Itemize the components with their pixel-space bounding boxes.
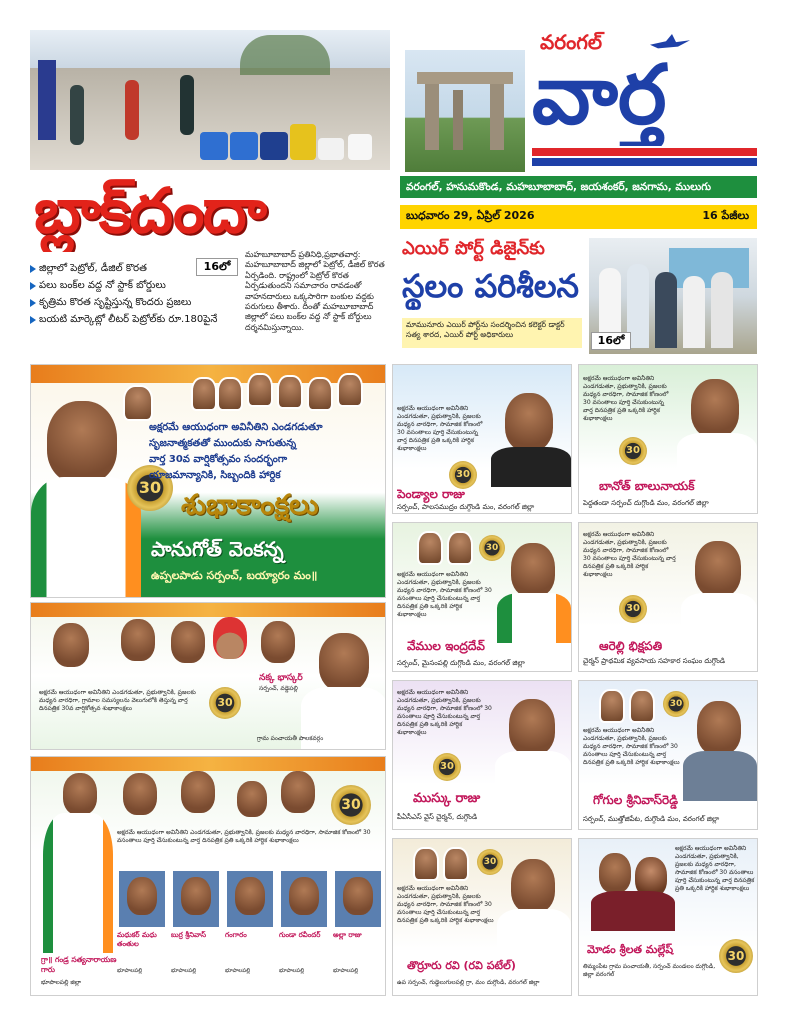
ad-small-text: అక్షరమే ఆయుధంగా అవినీతిని ఎండగడుతూ, ప్రభుత్వానికి, ప్రజలకు మధ్యన వారధిగా, సామాజిక కోణంలో 30 వసంతాలు పూర్తి చేసుకుంటున్న వార్త దినపత్రిక ప్రతి ఒక్కరికి హార్దిక శుభాకాంక్షలు: [397, 885, 494, 924]
ad-main-greeting-4: యాజమాన్యానికి, సిబ్బందికి హార్దిక: [149, 470, 281, 481]
member-name: మధుకర్ మధు తంతుల: [117, 931, 157, 948]
ad-nakka-footer: గ్రామ పంచాయతీ పాలకవర్గం: [257, 735, 324, 742]
ad-small-text: అక్షరమే ఆయుధంగా అవినీతిని ఎండగడుతూ, ప్రభుత్వానికి, ప్రజలకు మధ్యన వారధిగా, సామాజిక కోణంలో 30 వసంతాలు పూర్తి చేసుకుంటున్న వార్త దినపత్రిక ప్రతి ఒక్కరికి హార్దిక శుభాకాంక్షలు: [583, 531, 676, 578]
anniversary-medal-icon: 30: [433, 753, 461, 781]
ad-small-place: ఉప సర్పంచ్, గుడ్డెలుగులపల్లి గ్రా, మం దుగ్గొండి, వరంగల్ జిల్లా: [397, 979, 540, 986]
ad-small-name: గోగుల శ్రీనివాస్‌రెడ్డి: [593, 793, 679, 807]
member-card: [333, 871, 383, 995]
member-place: భూపాలపల్లి: [225, 968, 251, 974]
ad-small-place: సర్పంచ్, పాలసముద్రం దుగ్గొండి మం, వరంగల్ జిల్లా: [397, 503, 535, 511]
small-ads-grid: [392, 364, 758, 996]
ad-small-name: వేముల ఇంద్రదేవ్: [407, 639, 485, 653]
airport-headline-2: స్థలం పరిశీలన: [402, 267, 579, 305]
ad-small-name: మోడం శ్రీలత మల్లేష్: [587, 943, 674, 956]
ad-nakka-name: నక్క భాస్కర్: [259, 673, 303, 683]
ad-nakka-text: అక్షరమే ఆయుధంగా అవినీతిని ఎండగడుతూ, ప్రభుత్వానికి, ప్రజలకు మధ్యన వారధిగా, గ్రామాల సమస్యలను వెలుగులోకి తెస్తున్న వార్త దినపత్రిక 30వ వార్షికోత్సవ శుభాకాంక్షలు: [39, 689, 196, 712]
masthead-title: వార్త: [532, 48, 667, 143]
ad-small-place: చైర్మన్ ప్రాథమిక వ్యవసాయ సహకార సంఘం దుగ్గొండి: [583, 657, 726, 665]
member-name: గుండా రవీందర్: [279, 931, 321, 939]
kakatiya-arch-photo: [405, 50, 525, 172]
lead-bullet: పలు బంక్‌ల వద్ద నో స్టాక్ బోర్డులు: [30, 279, 240, 292]
anniversary-medal-icon: 30: [619, 437, 647, 465]
ad-main-greeting-2: సృజనాత్మకతతో ముందుకు సాగుతున్న: [149, 438, 297, 449]
ad-main-panugoth: [30, 364, 386, 598]
anniversary-medal-icon: 30: [619, 595, 647, 623]
ad-nakka-designation: సర్పంచ్, వడ్డెపల్లి: [259, 685, 298, 692]
ad-small-text: అక్షరమే ఆయుధంగా అవినీతిని ఎండగడుతూ, ప్రభుత్వానికి, ప్రజలకు మధ్యన వారధిగా, సామాజిక కోణంలో 30 వసంతాలు పూర్తి చేసుకుంటున్న వార్త దినపత్రిక ప్రతి ఒక్కరికి హార్దిక శుభాకాంక్షలు: [397, 571, 492, 618]
ad-small: [578, 364, 758, 514]
anniversary-medal-icon: 30: [449, 461, 477, 489]
ad-gandra-lead-name: గ్రా॥ గండ్ర సత్యనారాయణ గారు: [41, 955, 117, 974]
ad-gandra-lead-place: భూపాలపల్లి జిల్లా: [41, 979, 82, 986]
masthead: [400, 30, 757, 190]
ad-gandra-text: అక్షరమే ఆయుధంగా అవినీతిని ఎండగడుతూ, ప్రభుత్వానికి, ప్రజలకు మధ్యన వారధిగా, సామాజిక కోణంలో 30 వసంతాలు పూర్తి చేసుకుంటున్న వార్త దినపత్రిక ప్రతి ఒక్కరికి హార్దిక శుభాకాంక్షలు: [117, 829, 371, 844]
anniversary-medal-icon: 30: [331, 785, 371, 825]
ad-small-name: పెండ్యాల రాజు: [397, 487, 465, 501]
lead-headline: బ్లాక్‌దందా: [34, 174, 265, 247]
ad-small-text: అక్షరమే ఆయుధంగా అవినీతిని ఎండగడుతూ, ప్రభుత్వానికి, ప్రజలకు మధ్యన వారధిగా, సామాజిక కోణంలో 30 వసంతాలు పూర్తి చేసుకుంటున్న వార్త దినపత్రిక ప్రతి ఒక్కరికి హార్దిక శుభాకాంక్షలు: [675, 845, 755, 892]
ad-main-greeting-1: అక్షరమే ఆయుధంగా అవినీతిని ఎండగడుతూ: [149, 422, 323, 433]
ad-small-text: అక్షరమే ఆయుధంగా అవినీతిని ఎండగడుతూ, ప్రభుత్వానికి, ప్రజలకు మధ్యన వారధిగా, సామాజిక కోణంలో 30 వసంతాలు పూర్తి చేసుకుంటున్న వార్త దినపత్రిక ప్రతి ఒక్కరికి హార్దిక శుభాకాంక్షలు: [583, 727, 680, 766]
anniversary-medal-icon: 30: [479, 535, 505, 561]
member-name: బుర్ర శ్రీనివాస్: [171, 931, 207, 939]
lead-bullet: జిల్లాలో పెట్రోల్, డీజిల్ కొరత: [30, 262, 240, 275]
page-count: 16 పేజీలు: [702, 209, 749, 222]
ad-small-name: బానోత్ బాలునాయక్: [599, 479, 695, 493]
masthead-city: వరంగల్: [540, 30, 603, 54]
member-place: భూపాలపల్లి: [171, 968, 197, 974]
member-place: భూపాలపల్లి: [279, 968, 305, 974]
ad-small: [392, 364, 572, 514]
member-card: [279, 871, 329, 995]
ad-gandra-group: [30, 756, 386, 996]
anniversary-medal-icon: 30: [209, 687, 241, 719]
anniversary-medal-icon: 30: [663, 691, 689, 717]
anniversary-medal-icon: 30: [719, 939, 753, 973]
member-card: [117, 871, 167, 995]
date-strip: [400, 205, 757, 229]
ad-main-greeting-3: వార్త 30వ వార్షికోత్సవం సందర్భంగా: [149, 454, 288, 465]
ad-small-place: సర్పంచ్, మైసంపల్లి దుగ్గొండి మం, వరంగల్ జిల్లా: [397, 659, 525, 667]
ad-small: [578, 838, 758, 996]
ad-main-wish: శుభాకాంక్షలు: [181, 488, 319, 521]
ad-small-name: ముస్కు రాజు: [413, 791, 481, 806]
member-place: భూపాలపల్లి: [117, 968, 143, 974]
ad-small-text: అక్షరమే ఆయుధంగా అవినీతిని ఎండగడుతూ, ప్రభుత్వానికి, ప్రజలకు మధ్యన వారధిగా, సామాజిక కోణంలో 30 వసంతాలు పూర్తి చేసుకుంటున్న వార్త దినపత్రిక ప్రతి ఒక్కరికి హార్దిక శుభాకాంక్షలు: [397, 405, 483, 452]
ad-main-name: పానుగోత్ వెంకన్న: [151, 537, 284, 561]
airport-caption: మామునూరు ఎయిర్ పోర్ట్‌ను సందర్శించిన కలెక్టర్ డాక్టర్ సత్య శారద, ఎయిర్ పోర్ట్ అధికారులు: [402, 318, 582, 348]
ad-small: [392, 838, 572, 996]
ad-main-designation: ఉప్పలపాడు సర్పంచ్, బయ్యారం మం॥: [151, 569, 318, 582]
ad-small: [578, 522, 758, 672]
member-card: [171, 871, 221, 995]
ad-small: [578, 680, 758, 830]
anniversary-medal-icon: 30: [127, 465, 173, 511]
ad-small-text: అక్షరమే ఆయుధంగా అవినీతిని ఎండగడుతూ, ప్రభుత్వానికి, ప్రజలకు మధ్యన వారధిగా, సామాజిక కోణంలో 30 వసంతాలు పూర్తి చేసుకుంటున్న వార్త దినపత్రిక ప్రతి ఒక్కరికి హార్దిక శుభాకాంక్షలు: [583, 375, 669, 422]
member-card: [225, 871, 275, 995]
issue-date: బుధవారం 29, ఏప్రిల్ 2026: [406, 209, 535, 222]
district-strip: వరంగల్, హనుమకొండ, మహబూబాబాద్, జయశంకర్, జనగామ, ములుగు: [400, 176, 757, 198]
ad-nakka-bhaskar: [30, 602, 386, 750]
ad-small-place: పెద్దతండా సర్పంచ్ దుగ్గొండి మం, వరంగల్ జిల్లా: [583, 499, 709, 507]
ad-small-place: పీఏసీఎస్ వైస్ చైర్మన్, దుగ్గొండి: [397, 813, 478, 821]
ad-small-name: తొర్రూరు రవి (రవి పటేల్): [407, 959, 516, 972]
anniversary-medal-icon: 30: [477, 849, 503, 875]
ad-small-name: ఆరెల్లి భిక్షపతి: [599, 639, 663, 653]
triangle-bullet-icon: [30, 299, 36, 307]
ad-small: [392, 522, 572, 672]
ad-small: [392, 680, 572, 830]
member-place: భూపాలపల్లి: [333, 968, 359, 974]
airport-headline-1: ఎయిర్ పోర్ట్ డిజైన్‌కు: [402, 238, 545, 259]
lead-page-ref[interactable]: 16లో: [196, 258, 238, 276]
ad-small-place: తిమ్మంపేట గ్రామ పంచాయతీ, సర్పంచ్ మండలం దుగ్గొండి, జిల్లా వరంగల్: [583, 963, 716, 978]
ad-small-text: అక్షరమే ఆయుధంగా అవినీతిని ఎండగడుతూ, ప్రభుత్వానికి, ప్రజలకు మధ్యన వారధిగా, సామాజిక కోణంలో 30 వసంతాలు పూర్తి చేసుకుంటున్న వార్త దినపత్రిక ప్రతి ఒక్కరికి హార్దిక శుభాకాంక్షలు: [397, 689, 492, 736]
triangle-bullet-icon: [30, 282, 36, 290]
petrol-bunk-photo: [30, 30, 390, 170]
member-name: అల్లా రాజు: [333, 931, 362, 939]
ad-small-place: సర్పంచ్, ముత్తోజిపేట, దుగ్గొండి మం, వరంగల్ జిల్లా: [583, 815, 720, 823]
member-name: గంగారం: [225, 931, 247, 939]
triangle-bullet-icon: [30, 265, 36, 273]
airport-page-ref[interactable]: 16లో: [591, 332, 631, 350]
lead-bullet: బయటి మార్కెట్లో లీటర్ పెట్రోల్‌కు రూ.180పైనే: [30, 313, 240, 326]
lead-bullet: కృత్రిమ కొరత సృష్టిస్తున్న కొందరు ప్రజలు: [30, 296, 240, 309]
ad-gandra-members: [117, 871, 383, 995]
lead-body: మహబూబాబాద్ ప్రతినిధి,ప్రభాతవార్త: మహబూబాబాద్ జిల్లాలో పెట్రోల్, డీజిల్ కొరత ఏర్పడింది. రాష్ట్రంలో పెట్రోల్ కొరత ఏర్పడుతుందని సమాచారం రావడంతో వాహనదారులు ఒక్కసారిగా బంకుల వద్దకు పరుగులు తీశారు. దీంతో మహబూబాబాద్ జిల్లాలో పలు బంక్‌ల వద్ద నో స్టాక్ బోర్డులు దర్శనమిస్తున్నాయి.: [245, 250, 385, 332]
triangle-bullet-icon: [30, 316, 36, 324]
